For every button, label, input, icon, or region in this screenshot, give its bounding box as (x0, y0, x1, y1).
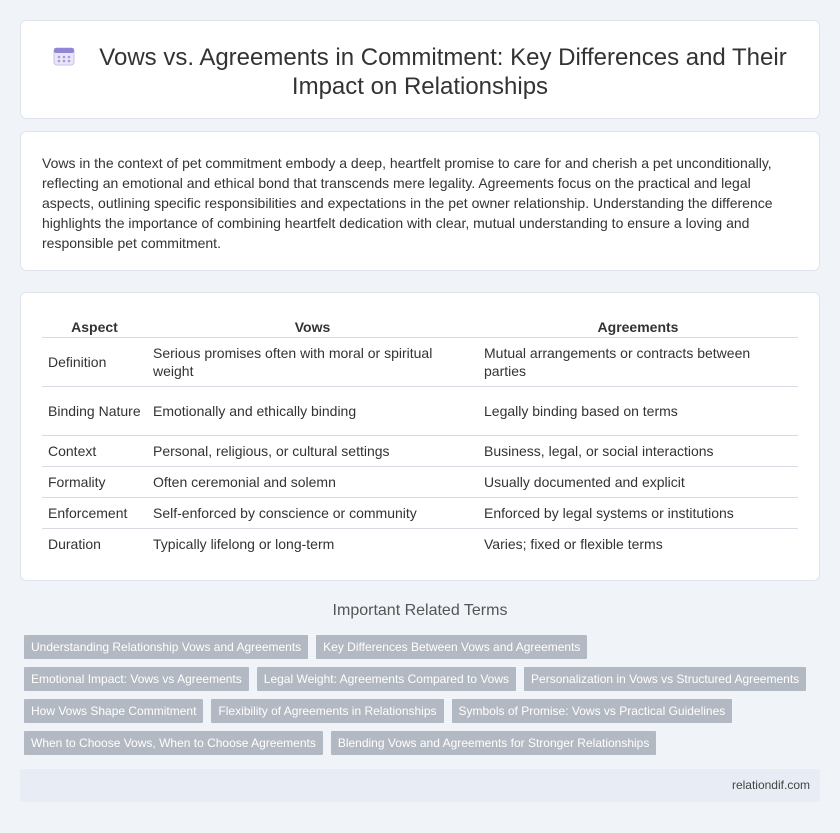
related-tag[interactable]: Personalization in Vows vs Structured Agreements (524, 667, 806, 691)
related-tag[interactable]: When to Choose Vows, When to Choose Agreements (24, 731, 323, 755)
vows-cell: Often ceremonial and solemn (147, 466, 478, 497)
related-tags-row (24, 667, 806, 691)
related-tag[interactable]: Legal Weight: Agreements Compared to Vows (257, 667, 516, 691)
related-tag[interactable]: Symbols of Promise: Vows vs Practical Guidelines (452, 699, 733, 723)
footer-site-link[interactable]: relationdif.com (731, 778, 810, 792)
comparison-table-card (20, 292, 820, 581)
vows-cell: Emotionally and ethically binding (147, 386, 478, 435)
related-tags-row (24, 635, 587, 659)
header-vows: Vows (147, 315, 478, 337)
related-terms-heading: Important Related Terms (332, 602, 508, 619)
page-title: Vows vs. Agreements in Commitment: Key Differences and Their Impact on Relationships (99, 44, 787, 100)
agreements-cell: Mutual arrangements or contracts between parties (478, 337, 798, 386)
table-row (42, 497, 798, 528)
agreements-cell: Legally binding based on terms (478, 386, 798, 435)
table-row (42, 466, 798, 497)
header-aspect: Aspect (42, 315, 147, 337)
aspect-cell: Formality (42, 466, 147, 497)
comparison-table (42, 315, 798, 559)
table-row (42, 528, 798, 559)
calendar-icon (53, 44, 75, 64)
aspect-cell: Duration (48, 535, 101, 552)
related-tag[interactable]: How Vows Shape Commitment (24, 699, 203, 723)
related-tag[interactable]: Understanding Relationship Vows and Agreements (24, 635, 308, 659)
title-card (20, 20, 820, 119)
related-tag[interactable]: Flexibility of Agreements in Relationships (211, 699, 443, 723)
related-tag[interactable]: Blending Vows and Agreements for Stronger Relationships (331, 731, 657, 755)
summary-paragraph: Vows in the context of pet commitment embody a deep, heartfelt promise to care for and cherish a pet unconditionally, reflecting an emotional and ethical bond that transcends mere legality. Agreements focus on the practical and legal aspects, outlining specific responsibilities and expectations in the pet owner relationship. Understanding the difference highlights the importance of combining heartfelt dedication with clear, mutual understanding to ensure a loving and responsible pet commitment. (42, 155, 773, 251)
related-tag[interactable]: Key Differences Between Vows and Agreements (316, 635, 587, 659)
agreements-cell: Enforced by legal systems or institutions (478, 497, 798, 528)
aspect-cell: Definition (42, 337, 147, 386)
header-agreements: Agreements (478, 315, 798, 337)
agreements-cell: Varies; fixed or flexible terms (484, 535, 663, 552)
vows-cell: Serious promises often with moral or spiritual weight (147, 337, 478, 386)
aspect-cell: Enforcement (42, 497, 147, 528)
page-title-wrap (53, 43, 787, 101)
related-tags-row (24, 731, 656, 755)
related-tag[interactable]: Emotional Impact: Vows vs Agreements (24, 667, 249, 691)
footer (20, 769, 820, 802)
agreements-cell: Usually documented and explicit (478, 466, 798, 497)
agreements-cell: Business, legal, or social interactions (478, 435, 798, 466)
related-tags-row (24, 699, 732, 723)
table-row (42, 337, 798, 386)
table-row (42, 435, 798, 466)
aspect-cell: Binding Nature (42, 386, 147, 435)
vows-cell: Personal, religious, or cultural settings (147, 435, 478, 466)
aspect-cell: Context (42, 435, 147, 466)
vows-cell: Self-enforced by conscience or community (147, 497, 478, 528)
table-header-row (42, 315, 798, 337)
vows-cell: Typically lifelong or long-term (153, 535, 335, 552)
table-row (42, 386, 798, 435)
summary-card (20, 131, 820, 271)
